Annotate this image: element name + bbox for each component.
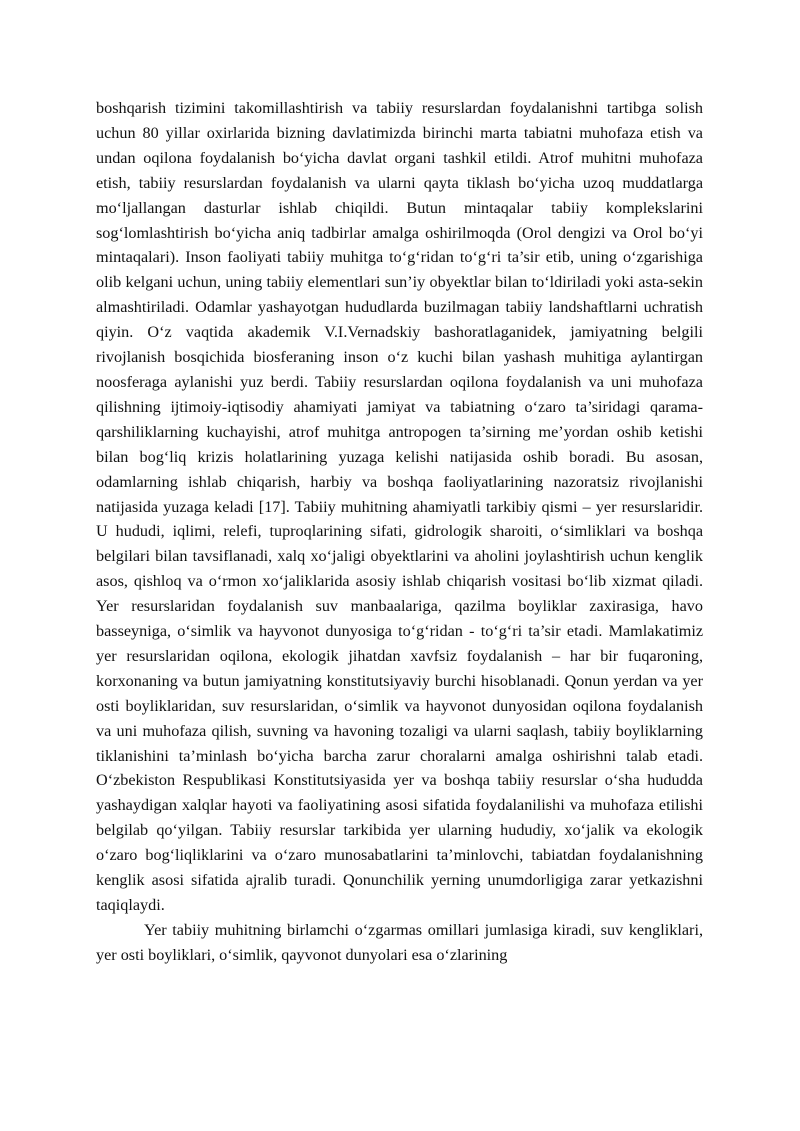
body-paragraph: boshqarish tizimini takomillashtirish va tabiiy resurslardan foydalanishni tartibga solish uchun 80 yillar oxirlarida bizning davlatimizda birinchi marta tabiatni muhofaza etish va undan oqilona foydalanish bo‘yicha davlat organi tashkil etildi. Atrof muhitni muhofaza etish, tabiiy resurslardan foydalanish va ularni qayta tiklash bo‘yicha uzoq muddatlarga mo‘ljallangan dasturlar ishlab chiqildi. Butun mintaqalar tabiiy komplekslarini sog‘lomlashtirish bo‘yicha aniq tadbirlar amalga oshirilmoqda (Orol dengizi va Orol bo‘yi mintaqalari). Inson faoliyati tabiiy muhitga to‘g‘ridan to‘g‘ri ta’sir etib, uning o‘zgarishiga olib kelgani uchun, uning tabiiy elementlari sun’iy obyektlar bilan to‘ldiriladi yoki asta-sekin almashtiriladi. Odamlar yashayotgan hududlarda buzilmagan tabiiy landshaftlarni uchratish qiyin. O‘z vaqtida akademik V.I.Vernadskiy bashoratlaganidek, jamiyatning belgili rivojlanish bosqichida biosferaning inson o‘z kuchi bilan yashash muhitiga aylantirgan noosferaga aylanishi yuz berdi. Tabiiy resurslardan oqilona foydalanish va uni muhofaza qilishning ijtimoiy-iqtisodiy ahamiyati jamiyat va tabiatning o‘zaro ta’siridagi qarama-qarshiliklarning kuchayishi, atrof muhitga antropogen ta’sirning me’yordan oshib ketishi bilan bog‘liq krizis holatlarining yuzaga kelishi natijasida oshib boradi. Bu asosan, odamlarning ishlab chiqarish, harbiy va boshqa faoliyatlarining nazoratsiz rivojlanishi natijasida yuzaga keladi [17]. Tabiiy muhitning ahamiyatli tarkibiy qismi – yer resurslaridir. U hududi, iqlimi, relefi, tuproqlarining sifati, gidrologik sharoiti, o‘simliklari va boshqa belgilari bilan tavsiflanadi, xalq xo‘jaligi obyektlarini va aholini joylashtirish uchun kenglik asos, qishloq va o‘rmon xo‘jaliklarida asosiy ishlab chiqarish vositasi bo‘lib xizmat qiladi. Yer resurslaridan foydalanish suv manbaalariga, qazilma boyliklar zaxirasiga, havo basseyniga, o‘simlik va hayvonot dunyosiga to‘g‘ridan - to‘g‘ri ta’sir etadi. Mamlakatimiz yer resurslaridan oqilona, ekologik jihatdan xavfsiz foydalanish – har bir fuqaroning, korxonaning va butun jamiyatning konstitutsiyaviy burchi hisoblanadi. Qonun yerdan va yer osti boyliklaridan, suv resurslaridan, o‘simlik va hayvonot dunyosidan oqilona foydalanish va uni muhofaza qilish, suvning va havoning tozaligi va ularni saqlash, tabiiy boyliklarning tiklanishini ta’minlash bo‘yicha barcha zarur choralarni amalga oshirishni talab etadi. O‘zbekiston Respublikasi Konstitutsiyasida yer va boshqa tabiiy resurslar o‘sha hududda yashaydigan xalqlar hayoti va faoliyatining asosi sifatida foydalanilishi va muhofaza etilishi belgilab qo‘yilgan. Tabiiy resurslar tarkibida yer ularning hududiy, xo‘jalik va ekologik o‘zaro bog‘liqliklarini va o‘zaro munosabatlarini ta’minlovchi, tabiatdan foydalanishning kenglik asosi sifatida ajralib turadi. Qonunchilik yerning unumdorligiga zarar yetkazishni taqiqlaydi.: [96, 99, 703, 914]
document-page: [96, 96, 703, 968]
body-paragraph: Yer tabiiy muhitning birlamchi o‘zgarmas omillari jumlasiga kiradi, suv kengliklari, yer osti boyliklari, o‘simlik, qayvonot dunyolari esa o‘zlarining: [96, 920, 703, 964]
